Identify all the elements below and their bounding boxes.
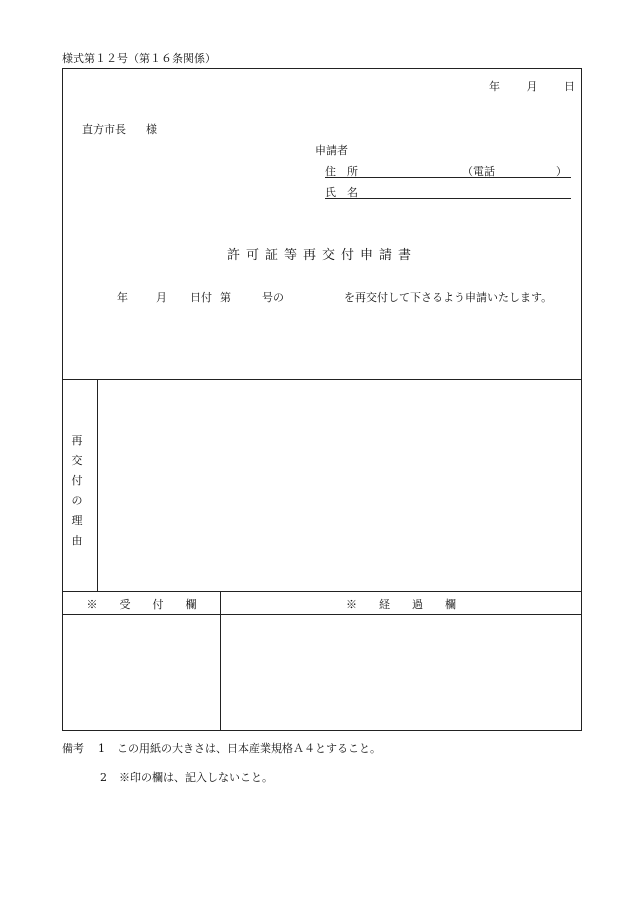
reason-column-divider <box>97 379 98 591</box>
request-number-suffix: 号の <box>262 291 284 304</box>
date-year-label: 年 <box>489 80 500 93</box>
addressee-name: 直方市長 <box>82 123 126 136</box>
notes-prefix: 備考 <box>62 742 84 755</box>
reason-char: 理 <box>71 514 83 527</box>
request-rest: を再交付して下さるよう申請いたします。 <box>344 291 553 304</box>
reason-char: 付 <box>71 474 83 487</box>
reason-label <box>69 431 85 551</box>
request-number-prefix: 第 <box>220 291 231 304</box>
reason-input-area[interactable] <box>99 381 579 589</box>
note-number: 1 <box>98 742 105 755</box>
applicant-address-field[interactable] <box>325 163 571 178</box>
reason-char: 交 <box>71 454 83 467</box>
note-number: 2 <box>100 771 107 784</box>
date-month-label: 月 <box>526 80 538 93</box>
application-form <box>62 68 582 731</box>
reason-char: 再 <box>71 434 83 447</box>
reception-column-header: ※ 受 付 欄 <box>86 598 197 611</box>
request-day-suffix: 日付 <box>190 291 212 304</box>
request-year: 年 <box>117 291 128 304</box>
reason-char: の <box>71 494 83 507</box>
note-text: ※印の欄は、記入しないこと。 <box>119 771 273 784</box>
request-statement <box>117 292 552 303</box>
reception-cell <box>64 616 219 730</box>
phone-label-open: （電話 <box>462 165 495 178</box>
applicant-label: 申請者 <box>315 144 348 157</box>
phone-label-close: ） <box>556 165 567 178</box>
reception-progress-divider <box>220 591 221 731</box>
address-label: 住 所 <box>325 165 358 178</box>
notes-line-1 <box>62 743 381 754</box>
form-number-heading: 様式第１２号（第１６条関係） <box>62 52 216 65</box>
addressee <box>82 124 157 135</box>
reason-char: 由 <box>71 534 83 547</box>
note-text: この用紙の大きさは、日本産業規格Ａ４とすること。 <box>117 742 381 755</box>
progress-cell <box>222 616 580 730</box>
name-label: 氏 名 <box>325 186 358 199</box>
notes-line-2 <box>100 772 273 783</box>
request-month: 月 <box>156 291 167 304</box>
document-title: 許可証等再交付申請書 <box>226 248 417 263</box>
date-day-label: 日 <box>564 80 575 93</box>
applicant-name-field[interactable] <box>325 184 571 199</box>
divider-reason-bottom <box>63 591 581 592</box>
progress-column-header: ※ 経 過 欄 <box>346 598 456 611</box>
divider-reason-top <box>63 379 581 380</box>
addressee-honorific: 様 <box>146 123 157 136</box>
date-field[interactable] <box>489 81 575 92</box>
divider-header-bottom <box>63 614 581 615</box>
